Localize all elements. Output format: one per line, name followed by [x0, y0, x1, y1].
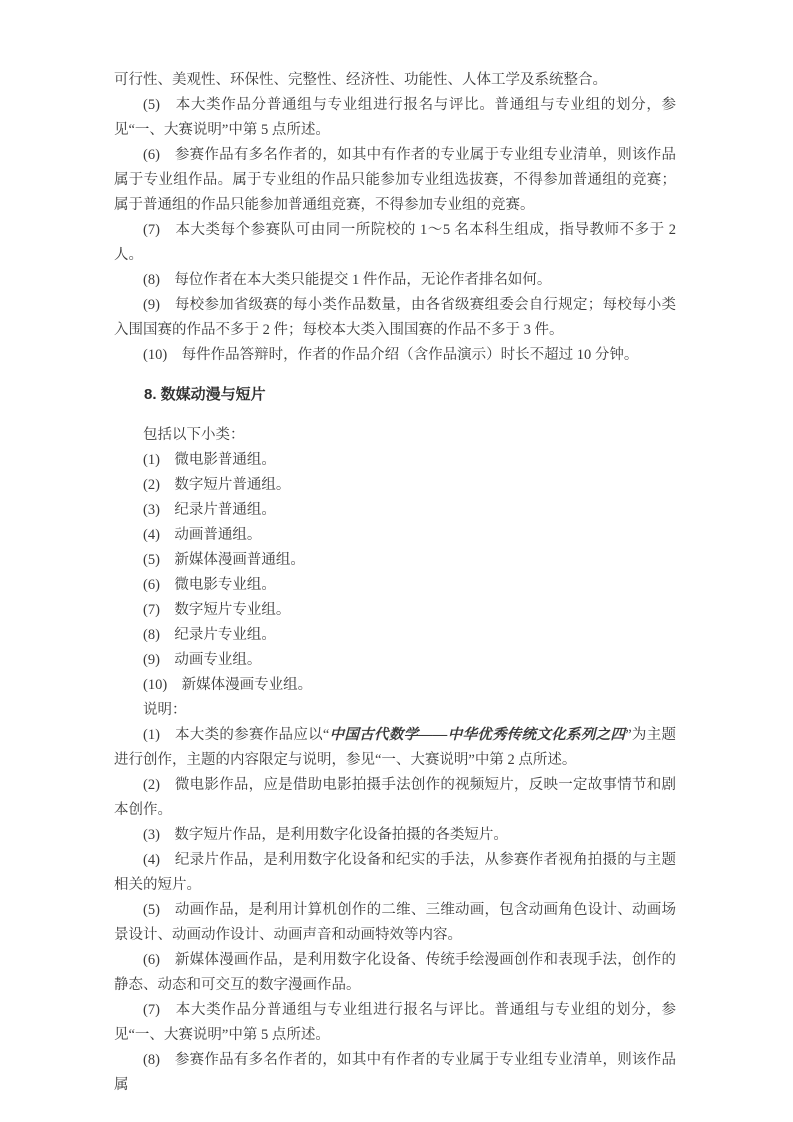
note-theme-post: ”为主题进行创作，主题的内容限定与说明，参见“一、大赛说明”中第 2 点所述。: [114, 727, 677, 768]
note-paragraph-6: (6) 新媒体漫画作品，是利用数字化设备、传统手绘漫画创作和表现手法，创作的静态、动态和可交互的数字漫画作品。: [114, 952, 676, 993]
subcategory-item-3: (3) 纪录片普通组。: [143, 502, 276, 518]
rule-paragraph-10: (10) 每件作品答辩时，作者的作品介绍（含作品演示）时长不超过 10 分钟。: [143, 347, 639, 363]
note-paragraph-3: (3) 数字短片作品，是利用数字化设备拍摄的各类短片。: [143, 827, 508, 843]
note-paragraph-7: (7) 本大类作品分普通组与专业组进行报名与评比。普通组与专业组的划分，参见“一、大赛说明”中第 5 点所述。: [114, 1002, 676, 1043]
subcategory-item-10: (10) 新媒体漫画专业组。: [143, 677, 313, 693]
subcategory-item-7: (7) 数字短片专业组。: [143, 602, 291, 618]
subcategory-item-5: (5) 新媒体漫画普通组。: [143, 552, 305, 568]
note-paragraph-8: (8) 参赛作品有多名作者的，如其中有作者的专业属于专业组专业清单，则该作品属: [114, 1052, 676, 1093]
rule-paragraph-8: (8) 每位作者在本大类只能提交 1 件作品，无论作者排名如何。: [143, 272, 552, 288]
note-theme-phrase: 中国古代数学——中华优秀传统文化系列之四: [329, 727, 626, 743]
note-paragraph-1: [114, 723, 676, 773]
document-content: [114, 68, 676, 1098]
subcategory-item-8: (8) 纪录片专业组。: [143, 627, 276, 643]
paragraph-overflow-line: 可行性、美观性、环保性、完整性、经济性、功能性、人体工学及系统整合。: [114, 72, 607, 88]
note-paragraph-2: (2) 微电影作品，应是借助电影拍摄手法创作的视频短片，反映一定故事情节和剧本创作。: [114, 777, 676, 818]
subcategory-item-2: (2) 数字短片普通组。: [143, 477, 291, 493]
intro-line: 包括以下小类：: [143, 427, 245, 443]
rule-paragraph-9: (9) 每校参加省级赛的每小类作品数量，由各省级赛组委会自行规定；每校每小类入围国赛的作品不多于 2 件；每校本大类入围国赛的作品不多于 3 件。: [114, 297, 676, 338]
section-heading: 8. 数媒动漫与短片: [144, 386, 266, 403]
rule-paragraph-5: (5) 本大类作品分普通组与专业组进行报名与评比。普通组与专业组的划分，参见“一、大赛说明”中第 5 点所述。: [114, 97, 676, 138]
subcategory-item-9: (9) 动画专业组。: [143, 652, 262, 668]
subcategory-item-6: (6) 微电影专业组。: [143, 577, 276, 593]
note-paragraph-5: (5) 动画作品，是利用计算机创作的二维、三维动画，包含动画角色设计、动画场景设计、动画动作设计、动画声音和动画特效等内容。: [114, 902, 676, 943]
note-theme-pre: (1) 本大类的参赛作品应以“: [143, 727, 330, 743]
rule-paragraph-7: (7) 本大类每个参赛队可由同一所院校的 1～5 名本科生组成，指导教师不多于 2 人。: [114, 222, 676, 263]
notes-label: 说明：: [143, 702, 187, 718]
subcategory-item-1: (1) 微电影普通组。: [143, 452, 276, 468]
note-paragraph-4: (4) 纪录片作品，是利用数字化设备和纪实的手法，从参赛作者视角拍摄的与主题相关的短片。: [114, 852, 676, 893]
rule-paragraph-6: (6) 参赛作品有多名作者的，如其中有作者的专业属于专业组专业清单，则该作品属于专业组作品。属于专业组的作品只能参加专业组选拔赛，不得参加普通组的竞赛；属于普通组的作品只能参加普通组竞赛，不得参加专业组的竞赛。: [114, 147, 676, 213]
subcategory-item-4: (4) 动画普通组。: [143, 527, 262, 543]
